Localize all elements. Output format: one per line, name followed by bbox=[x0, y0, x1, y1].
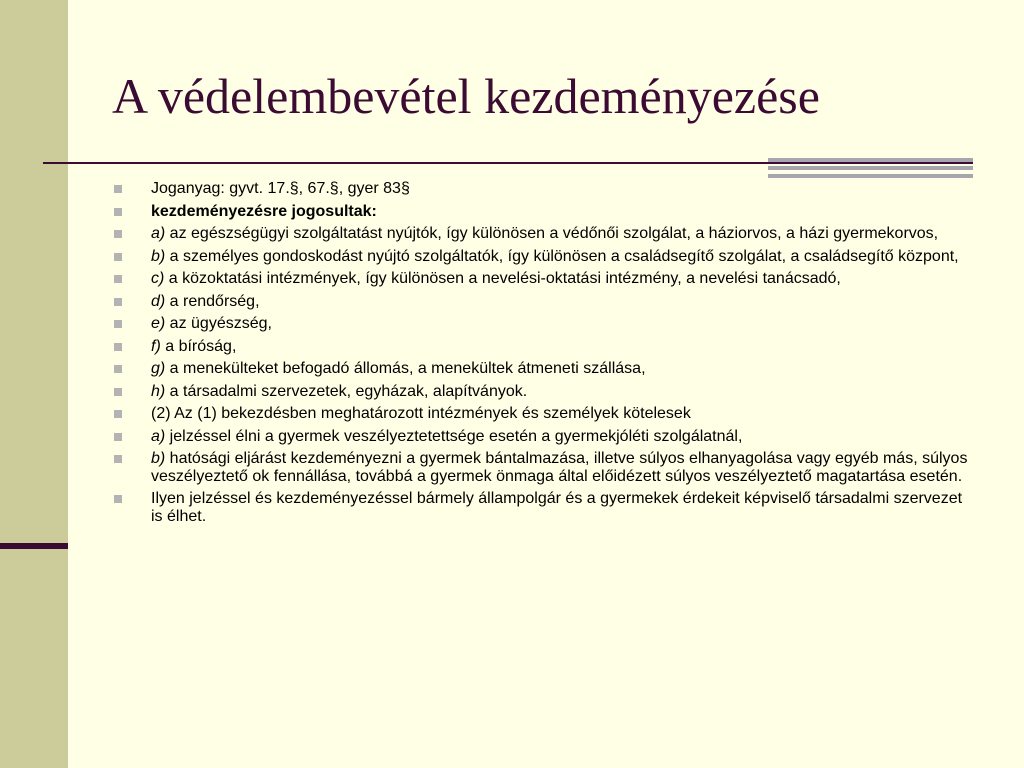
square-bullet-icon bbox=[114, 410, 122, 418]
bullet-text: a közoktatási intézmények, így különösen a nevelési-oktatási intézmény, a nevelési tanácsadó, bbox=[164, 270, 841, 287]
bullet-lead: a) bbox=[151, 225, 166, 242]
bullet-item bbox=[110, 450, 970, 485]
square-bullet-icon bbox=[114, 185, 122, 193]
title-divider-grey-stripe bbox=[768, 166, 973, 170]
bullet-lead: f) bbox=[151, 337, 161, 355]
bullet-text: Joganyag: gyvt. 17.§, 67.§, gyer 83§ bbox=[151, 180, 410, 197]
bullet-item bbox=[110, 383, 970, 401]
bullet-item bbox=[110, 405, 970, 423]
square-bullet-icon bbox=[114, 495, 122, 503]
title-divider-grey-stripe bbox=[768, 158, 973, 162]
bullet-text: jelzéssel élni a gyermek veszélyeztetettsége esetén a gyermekjóléti szolgálatnál, bbox=[165, 427, 743, 445]
bullet-item bbox=[110, 360, 970, 378]
title-divider-grey-stripe bbox=[768, 174, 973, 178]
bullet-text: hatósági eljárást kezdeményezni a gyermek bántalmazása, illetve súlyos elhanyagolása vagy egyéb más, súlyos veszélyeztető ok fennállása, továbbá a gyermek önmaga által előidézett súlyos veszélyeztető magatartása esetén. bbox=[151, 450, 968, 485]
side-decoration-band bbox=[0, 0, 68, 768]
bullet-item bbox=[110, 293, 970, 311]
bullet-lead: a) bbox=[151, 427, 166, 445]
bullet-lead: b) bbox=[151, 247, 166, 265]
side-accent-bar bbox=[0, 543, 68, 549]
bullet-item bbox=[110, 490, 970, 525]
square-bullet-icon bbox=[114, 320, 122, 328]
bullet-item bbox=[110, 203, 970, 221]
bullet-text: kezdeményezésre jogosultak: bbox=[151, 202, 377, 220]
square-bullet-icon bbox=[114, 253, 122, 261]
bullet-item bbox=[110, 338, 970, 356]
bullet-text: az egészségügyi szolgáltatást nyújtók, így különösen a védőnői szolgálat, a háziorvos, a házi gyermekorvos, bbox=[165, 225, 939, 242]
square-bullet-icon bbox=[114, 208, 122, 216]
square-bullet-icon bbox=[114, 365, 122, 373]
bullet-lead: b) bbox=[151, 450, 166, 467]
bullet-item bbox=[110, 248, 970, 266]
square-bullet-icon bbox=[114, 455, 122, 463]
bullet-text: a személyes gondoskodást nyújtó szolgáltatók, így különösen a családsegítő szolgálat, a családsegítő központ, bbox=[165, 247, 959, 265]
bullet-text: a társadalmi szervezetek, egyházak, alapítványok. bbox=[165, 382, 528, 400]
square-bullet-icon bbox=[114, 298, 122, 306]
bullet-text: az ügyészség, bbox=[165, 315, 272, 332]
bullet-lead: e) bbox=[151, 315, 166, 332]
title-divider bbox=[43, 162, 973, 164]
bullet-text: Ilyen jelzéssel és kezdeményezéssel bármely állampolgár és a gyermekek érdekeit képviselő társadalmi szervezet is élhet. bbox=[151, 490, 963, 525]
bullet-lead: c) bbox=[151, 270, 165, 287]
bullet-list bbox=[110, 180, 970, 530]
bullet-lead: d) bbox=[151, 292, 166, 310]
bullet-text: a menekülteket befogadó állomás, a menekültek átmeneti szállása, bbox=[165, 360, 646, 377]
bullet-item bbox=[110, 270, 970, 288]
bullet-item bbox=[110, 315, 970, 333]
bullet-lead: g) bbox=[151, 360, 166, 377]
bullet-lead: h) bbox=[151, 382, 166, 400]
bullet-item bbox=[110, 225, 970, 243]
bullet-text: a bíróság, bbox=[160, 337, 237, 355]
square-bullet-icon bbox=[114, 388, 122, 396]
bullet-text: (2) Az (1) bekezdésben meghatározott intézmények és személyek kötelesek bbox=[151, 405, 691, 422]
square-bullet-icon bbox=[114, 230, 122, 238]
bullet-item bbox=[110, 180, 970, 198]
bullet-text: a rendőrség, bbox=[165, 292, 260, 310]
square-bullet-icon bbox=[114, 343, 122, 351]
bullet-item bbox=[110, 428, 970, 446]
square-bullet-icon bbox=[114, 275, 122, 283]
square-bullet-icon bbox=[114, 433, 122, 441]
slide-title: A védelembevétel kezdeményezése bbox=[112, 68, 820, 124]
